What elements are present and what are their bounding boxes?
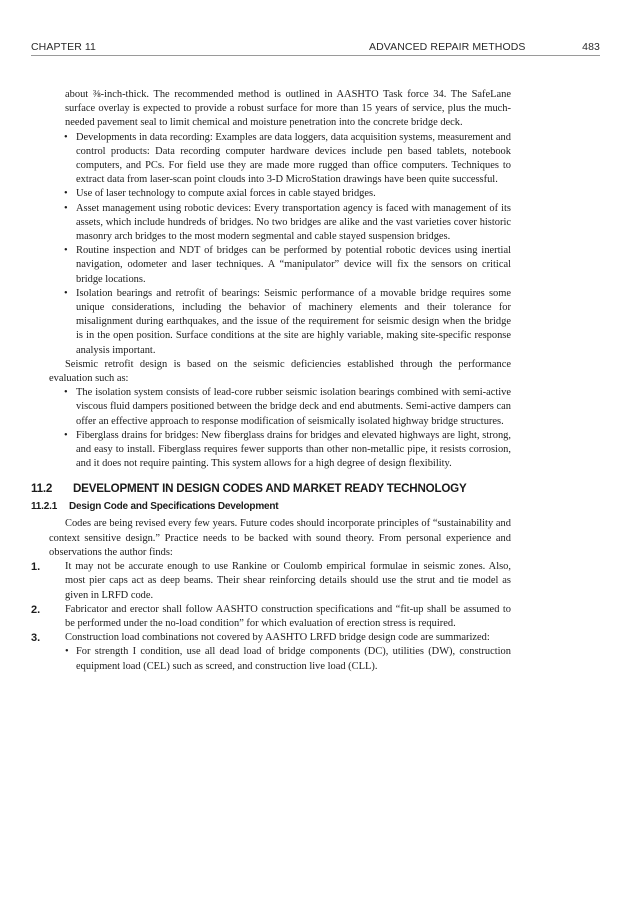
bullet-icon: • [64,429,68,441]
subsection-title: Design Code and Specifications Development [69,501,279,513]
bullet-icon: • [64,131,68,143]
seismic-paragraph: Seismic retrofit design is based on the seismic deficiencies established through the performance evaluation such as: [49,358,511,385]
list-item-text: Asset management using robotic devices: Every transportation agency is faced with management of its assets, which include hundreds of bridges. No two bridges are alike and the vast varieties cover historic masonry arch bridges to the most modern segmental and cable stayed suspension bridges. [76,202,511,243]
list-item-text: Use of laser technology to compute axial forces in cable stayed bridges. [76,188,376,200]
section-title: DEVELOPMENT IN DESIGN CODES AND MARKET READY TECHNOLOGY [73,482,467,496]
numbered-item [31,631,511,674]
chapter-label: CHAPTER 11 [31,41,96,53]
list-item [49,429,511,472]
chapter-title: ADVANCED REPAIR METHODS [369,41,526,53]
item-text: Construction load combinations not covered by AASHTO LRFD bridge design code are summarized: [65,632,490,644]
bullet-icon: • [64,245,68,257]
list-item [49,187,511,201]
list-item [49,287,511,358]
bullet-list-technologies [49,131,511,358]
bullet-list-seismic [49,386,511,471]
list-item [65,645,511,673]
list-item-text: Developments in data recording: Examples are data loggers, data acquisition systems, measurement and control products: Data recording computer hardware devices include pen based tablets, notebook computers, and PCs. For field use they are made more rugged than office computers. Techniques to extract data from laser-scan point clouds into 3-D MicroStation drawings have been quite successful. [76,131,511,186]
item-number: 1. [31,561,41,574]
numbered-list [31,560,511,674]
bullet-icon: • [64,287,68,299]
list-item [49,386,511,429]
list-item [49,202,511,245]
section-number: 11.2 [31,482,53,496]
intro-continuation: about ⅜-inch-thick. The recommended method is outlined in AASHTO Task force 34. The SafeLane surface overlay is expected to provide a robust surface for more than 15 years of service, plus the much-needed pavement seal to limit chemical and moisture penetration into the concrete bridge deck. [65,89,511,129]
list-item-text: The isolation system consists of lead-core rubber seismic isolation bearings combined with semi-active viscous fluid dampers positioned between the bridge deck and end abutments. Semi-active dampers can offer an effective approach to response modification of seismically isolated highway bridge structures. [76,387,511,427]
bullet-icon: • [65,646,69,658]
list-item-text: Routine inspection and NDT of bridges can be performed by potential robotic devices using inertial navigation, odometer and laser techniques. A “manipulator” device will fix the sensors on critical bridge locations. [76,245,511,285]
item-number: 2. [31,603,41,616]
sub-bullet-list [65,645,511,673]
header-rule [31,55,600,56]
list-item-text: Isolation bearings and retrofit of bearings: Seismic performance of a movable bridge requires some unique considerations, including the behavior of machinery elements and their tolerance for misalignment during earthquakes, and the issue of the requirement for seismic design when the bridge is in the open position. Surface conditions at the site are highly variable, making site-specific response analysis important. [76,287,511,356]
numbered-item [31,603,511,631]
list-item [49,131,511,188]
numbered-item [31,560,511,603]
item-text: It may not be accurate enough to use Rankine or Coulomb empirical formulae in seismic zones. Also, most pier caps act as deep beams. Their shear reinforcing details should use the strut and tie model as given in LRFD code. [65,561,511,601]
subsection-number: 11.2.1 [31,501,58,513]
codes-paragraph: Codes are being revised every few years. Future codes should incorporate principles of “sustainability and context sensitive design.” Practice needs to be backed with sound theory. From personal experience and observations the author finds: [49,518,511,558]
bullet-icon: • [64,202,68,214]
subsection-heading [31,499,511,515]
list-item-text: For strength I condition, use all dead load of bridge components (DC), utilities (DW), construction equipment load (CEL) such as screed, and construction live load (CLL). [76,646,511,672]
list-item [49,244,511,287]
bullet-icon: • [64,188,68,200]
item-text: Fabricator and erector shall follow AASHTO construction specifications and “fit-up shall be assumed to be performed under the no-load condition” for which evaluation of erection stress is required. [65,603,511,629]
bullet-icon: • [64,387,68,399]
item-number: 3. [31,632,41,645]
list-item-text: Fiberglass drains for bridges: New fiberglass drains for bridges and elevated highways are light, strong, and easy to install. Fiberglass requires fewer supports than other non-metallic pipe, it resists corrosion, and it does not require painting. This system allows for a high degree of design flexibility. [76,429,511,470]
page-number: 483 [582,41,600,53]
page-body [31,88,511,674]
section-heading [31,481,511,497]
